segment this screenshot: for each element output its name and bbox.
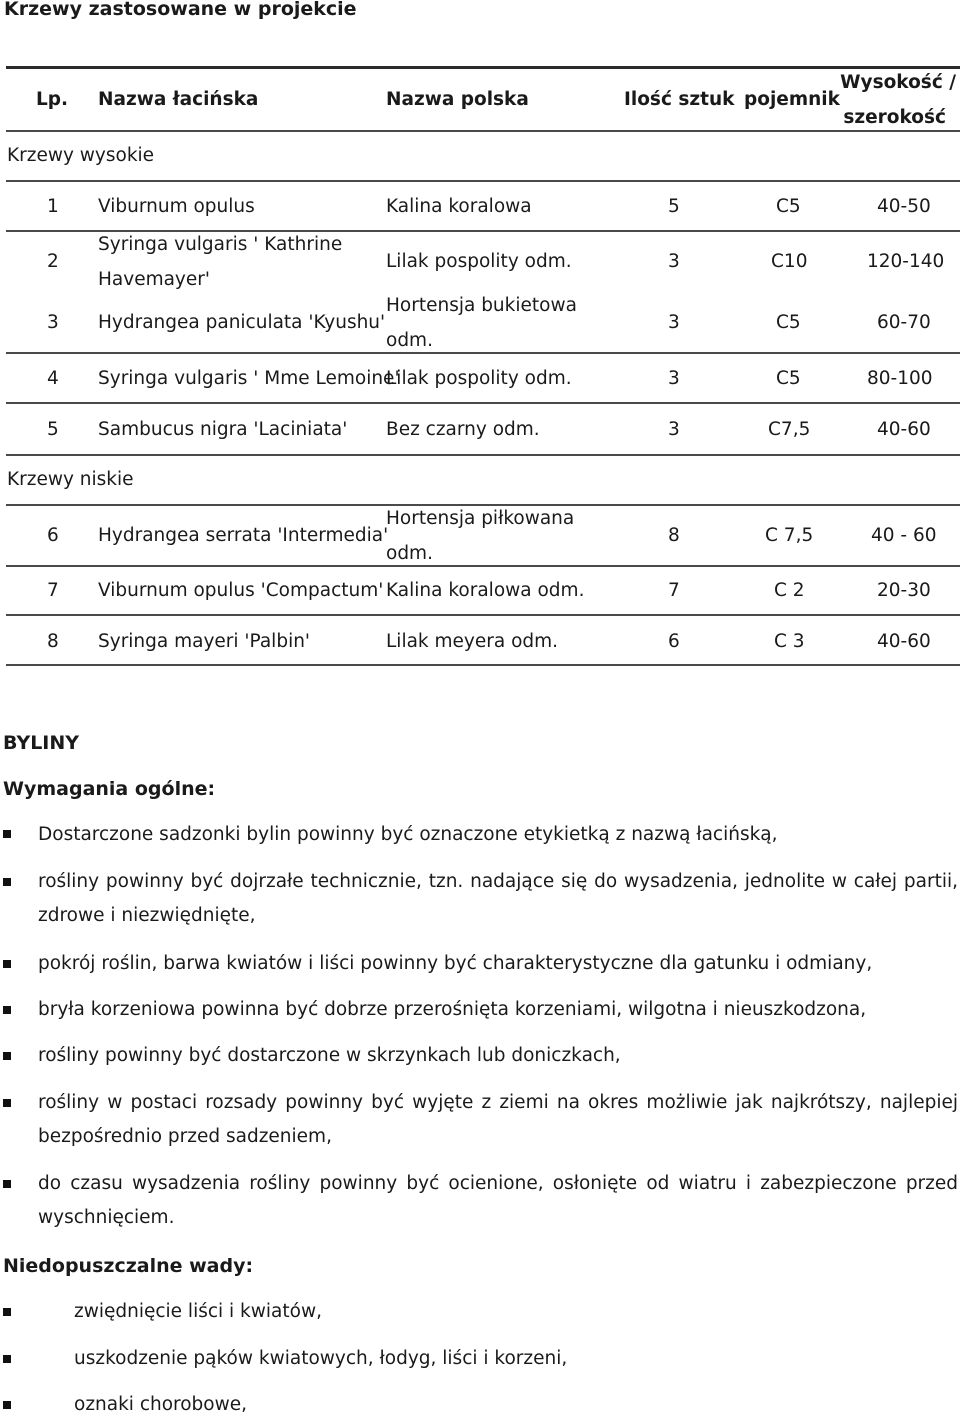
cell-latin-name: Viburnum opulus 'Compactum' <box>98 580 384 601</box>
cell-quantity: 8 <box>668 525 680 546</box>
bullet-icon <box>3 1099 11 1107</box>
cell-quantity: 6 <box>668 631 680 652</box>
table-divider <box>6 180 960 182</box>
cell-polish-name-line2: odm. <box>386 543 433 564</box>
cell-quantity: 3 <box>668 312 680 333</box>
table-divider <box>6 565 960 567</box>
cell-latin-name-line1: Syringa vulgaris ' Kathrine <box>98 234 343 255</box>
cell-size: 40-60 <box>877 419 931 440</box>
cell-lp: 4 <box>47 368 59 389</box>
section-title: Krzewy zastosowane w projekcie <box>4 0 357 20</box>
cell-latin-name: Sambucus nigra 'Laciniata' <box>98 419 348 440</box>
defect-text: uszkodzenie pąków kwiatowych, łodyg, liści i korzeni, <box>74 1348 568 1369</box>
cell-size: 20-30 <box>877 580 931 601</box>
table-divider <box>6 352 960 354</box>
header-latin-name: Nazwa łacińska <box>98 89 259 110</box>
table-divider <box>6 230 960 232</box>
section-low-shrubs: Krzewy niskie <box>7 469 134 490</box>
cell-size: 60-70 <box>877 312 931 333</box>
cell-lp: 5 <box>47 419 59 440</box>
cell-container: C5 <box>776 368 801 389</box>
cell-lp: 1 <box>47 196 59 217</box>
header-polish-name: Nazwa polska <box>386 89 529 110</box>
header-size-line1: Wysokość / <box>840 72 956 93</box>
requirement-text: do czasu wysadzenia rośliny powinny być ocienione, osłonięte od wiatru i zabezpieczone przed wyschnięciem. <box>38 1173 958 1228</box>
cell-lp: 7 <box>47 580 59 601</box>
section-high-shrubs: Krzewy wysokie <box>7 145 155 166</box>
cell-quantity: 7 <box>668 580 680 601</box>
cell-latin-name: Hydrangea paniculata 'Kyushu' <box>98 312 386 333</box>
cell-polish-name: Bez czarny odm. <box>386 419 540 440</box>
cell-polish-name: Lilak meyera odm. <box>386 631 559 652</box>
defect-text: oznaki chorobowe, <box>74 1394 248 1415</box>
cell-container: C7,5 <box>768 419 811 440</box>
cell-polish-name-line2: odm. <box>386 330 433 351</box>
table-divider <box>6 130 960 132</box>
cell-quantity: 3 <box>668 368 680 389</box>
bullet-icon <box>3 1308 11 1316</box>
table-divider <box>6 614 960 616</box>
header-size-line2: szerokość <box>843 107 946 128</box>
cell-lp: 3 <box>47 312 59 333</box>
byliny-heading: BYLINY <box>3 732 80 754</box>
cell-container: C10 <box>771 251 808 272</box>
bullet-icon <box>3 1052 11 1060</box>
requirement-text: bryła korzeniowa powinna być dobrze przerośnięta korzeniami, wilgotna i nieuszkodzona, <box>38 999 867 1020</box>
cell-latin-name-line2: Havemayer' <box>98 269 210 290</box>
cell-size: 40-60 <box>877 631 931 652</box>
cell-lp: 2 <box>47 251 59 272</box>
cell-container: C 7,5 <box>765 525 814 546</box>
cell-quantity: 3 <box>668 251 680 272</box>
cell-latin-name: Syringa mayeri 'Palbin' <box>98 631 311 652</box>
cell-quantity: 3 <box>668 419 680 440</box>
requirement-text: rośliny powinny być dojrzałe technicznie, tzn. nadające się do wysadzenia, jednolite w całej partii, zdrowe i niezwiędnięte, <box>38 871 958 926</box>
requirement-text: rośliny powinny być dostarczone w skrzynkach lub doniczkach, <box>38 1045 621 1066</box>
defects-heading: Niedopuszczalne wady: <box>3 1255 254 1277</box>
cell-polish-name: Lilak pospolity odm. <box>386 251 572 272</box>
defect-text: zwiędnięcie liści i kwiatów, <box>74 1301 322 1322</box>
cell-polish-name-line1: Hortensja bukietowa <box>386 295 577 316</box>
bullet-icon <box>3 1401 11 1409</box>
requirement-text: rośliny w postaci rozsady powinny być wyjęte z ziemi na okres możliwie jak najkrótszy, najlepiej bezpośrednio przed sadzeniem, <box>38 1092 958 1147</box>
cell-quantity: 5 <box>668 196 680 217</box>
cell-size: 40 - 60 <box>871 525 937 546</box>
cell-lp: 6 <box>47 525 59 546</box>
table-bottom-border <box>6 664 960 666</box>
table-divider <box>6 504 960 506</box>
bullet-icon <box>3 878 11 886</box>
cell-container: C5 <box>776 196 801 217</box>
header-quantity: Ilość sztuk <box>624 89 735 110</box>
bullet-icon <box>3 1006 11 1014</box>
cell-container: C 2 <box>774 580 805 601</box>
bullet-icon <box>3 1355 11 1363</box>
cell-polish-name-line1: Hortensja piłkowana <box>386 508 575 529</box>
cell-latin-name: Syringa vulgaris ' Mme Lemoine' <box>98 368 400 389</box>
cell-latin-name: Viburnum opulus <box>98 196 255 217</box>
table-top-border <box>6 66 960 69</box>
cell-latin-name: Hydrangea serrata 'Intermedia' <box>98 525 389 546</box>
table-divider <box>6 454 960 456</box>
cell-size: 80-100 <box>867 368 933 389</box>
bullet-icon <box>3 1180 11 1188</box>
header-lp: Lp. <box>36 89 69 110</box>
cell-container: C5 <box>776 312 801 333</box>
header-container: pojemnik <box>744 89 840 110</box>
cell-polish-name: Kalina koralowa odm. <box>386 580 585 601</box>
cell-polish-name: Lilak pospolity odm. <box>386 368 572 389</box>
cell-container: C 3 <box>774 631 805 652</box>
cell-size: 40-50 <box>877 196 931 217</box>
bullet-icon <box>3 960 11 968</box>
cell-polish-name: Kalina koralowa <box>386 196 532 217</box>
requirements-heading: Wymagania ogólne: <box>3 778 216 800</box>
requirement-text: pokrój roślin, barwa kwiatów i liści powinny być charakterystyczne dla gatunku i odmiany, <box>38 953 873 974</box>
cell-size: 120-140 <box>867 251 945 272</box>
requirement-text: Dostarczone sadzonki bylin powinny być oznaczone etykietką z nazwą łacińską, <box>38 824 778 845</box>
table-divider <box>6 402 960 404</box>
bullet-icon <box>3 830 11 838</box>
cell-lp: 8 <box>47 631 59 652</box>
